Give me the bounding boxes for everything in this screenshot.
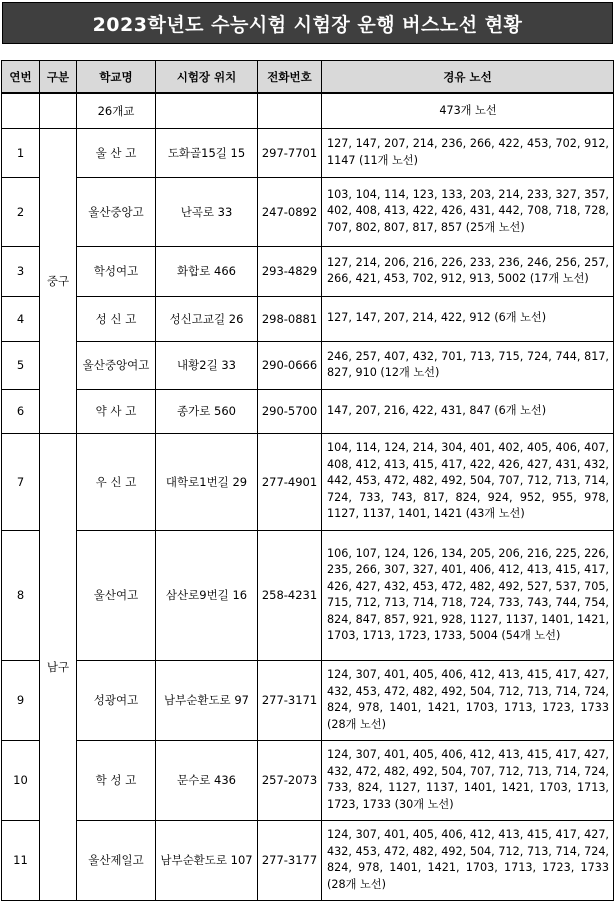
- table-row: [2, 820, 614, 900]
- school-name: 울산중앙여고: [77, 341, 156, 389]
- header-phone: 전화번호: [258, 61, 322, 94]
- school-location: 남부순환도로 97: [156, 660, 258, 740]
- school-location: 화합로 466: [156, 246, 258, 296]
- table-row: [2, 341, 614, 389]
- school-phone: 297-7701: [258, 128, 322, 177]
- table-row: [2, 296, 614, 341]
- summary-schools: 26개교: [77, 93, 156, 128]
- school-location: 문수로 436: [156, 740, 258, 820]
- route-list: 147, 207, 216, 422, 431, 847 (6개 노선): [322, 389, 614, 433]
- school-name: 학성여고: [77, 246, 156, 296]
- row-no: 10: [2, 740, 40, 820]
- bus-route-table: [1, 60, 614, 901]
- route-list: 104, 114, 124, 214, 304, 401, 402, 405, 406, 407, 408, 412, 413, 415, 417, 422, 426, 427, 431, 432, 442, 453, 472, 482, 492, 504, 707, 712, 713, 714, 724, 733, 743, 817, 824, 924, 952, 955, 978, 1127, 1137, 1401, 1421 (43개 노선): [322, 433, 614, 530]
- row-no: 4: [2, 296, 40, 341]
- row-no: 11: [2, 820, 40, 900]
- table-row: [2, 433, 614, 530]
- school-phone: 277-3171: [258, 660, 322, 740]
- table-row: [2, 740, 614, 820]
- school-name: 울산여고: [77, 530, 156, 660]
- school-phone: 277-3177: [258, 820, 322, 900]
- school-phone: 257-2073: [258, 740, 322, 820]
- school-location: 난곡로 33: [156, 177, 258, 246]
- table-row: [2, 128, 614, 177]
- table-row: [2, 177, 614, 246]
- route-list: 246, 257, 407, 432, 701, 713, 715, 724, 744, 817, 827, 910 (12개 노선): [322, 341, 614, 389]
- header-row: [2, 61, 614, 94]
- route-list: 127, 214, 206, 216, 226, 233, 236, 246, 256, 257, 266, 421, 453, 702, 912, 913, 5002 (17개 노선): [322, 246, 614, 296]
- header-district: 구분: [40, 61, 77, 94]
- school-name: 울산제일고: [77, 820, 156, 900]
- school-name: 성 신 고: [77, 296, 156, 341]
- school-phone: 298-0881: [258, 296, 322, 341]
- header-no: 연번: [2, 61, 40, 94]
- row-no: 1: [2, 128, 40, 177]
- route-list: 127, 147, 207, 214, 422, 912 (6개 노선): [322, 296, 614, 341]
- route-list: 127, 147, 207, 214, 236, 266, 422, 453, 702, 912, 1147 (11개 노선): [322, 128, 614, 177]
- route-list: 124, 307, 401, 405, 406, 412, 413, 415, 417, 427, 432, 453, 472, 482, 492, 504, 712, 713, 714, 724, 824, 978, 1401, 1421, 1703, 1713, 1723, 1733 (28개 노선): [322, 820, 614, 900]
- school-name: 성광여고: [77, 660, 156, 740]
- row-no: 2: [2, 177, 40, 246]
- school-location: 내황2길 33: [156, 341, 258, 389]
- school-name: 울산중앙고: [77, 177, 156, 246]
- header-school: 학교명: [77, 61, 156, 94]
- school-name: 우 신 고: [77, 433, 156, 530]
- route-list: 103, 104, 114, 123, 133, 203, 214, 233, 327, 357, 402, 408, 413, 422, 426, 431, 442, 708, 718, 728, 707, 802, 807, 817, 857 (25개 노선): [322, 177, 614, 246]
- table-row: [2, 660, 614, 740]
- district-cell: 남구: [40, 433, 77, 900]
- school-name: 약 사 고: [77, 389, 156, 433]
- row-no: 6: [2, 389, 40, 433]
- row-no: 5: [2, 341, 40, 389]
- school-location: 대학로1번길 29: [156, 433, 258, 530]
- district-cell: 중구: [40, 128, 77, 433]
- header-routes: 경유 노선: [322, 61, 614, 94]
- school-location: 삼산로9번길 16: [156, 530, 258, 660]
- school-name: 울 산 고: [77, 128, 156, 177]
- school-phone: 247-0892: [258, 177, 322, 246]
- table-row: [2, 530, 614, 660]
- summary-routes: 473개 노선: [322, 93, 614, 128]
- table-row: [2, 246, 614, 296]
- route-list: 106, 107, 124, 126, 134, 205, 206, 216, 225, 226, 235, 266, 307, 327, 401, 406, 412, 413, 415, 417, 426, 427, 432, 453, 472, 482, 492, 527, 537, 705, 715, 712, 713, 714, 718, 724, 733, 743, 744, 754, 824, 847, 857, 921, 928, 1127, 1137, 1401, 1421, 1703, 1713, 1723, 1733, 5004 (54개 노선): [322, 530, 614, 660]
- header-location: 시험장 위치: [156, 61, 258, 94]
- school-phone: 290-0666: [258, 341, 322, 389]
- row-no: 3: [2, 246, 40, 296]
- school-phone: 277-4901: [258, 433, 322, 530]
- school-phone: 293-4829: [258, 246, 322, 296]
- route-list: 124, 307, 401, 405, 406, 412, 413, 415, 417, 427, 432, 472, 482, 492, 504, 707, 712, 713, 714, 724, 733, 824, 1127, 1137, 1401, 1421, 1703, 1713, 1723, 1733 (30개 노선): [322, 740, 614, 820]
- school-phone: 290-5700: [258, 389, 322, 433]
- row-no: 8: [2, 530, 40, 660]
- table-row: [2, 389, 614, 433]
- school-name: 학 성 고: [77, 740, 156, 820]
- school-phone: 258-4231: [258, 530, 322, 660]
- summary-row: [2, 93, 614, 128]
- school-location: 남부순환도로 107: [156, 820, 258, 900]
- row-no: 7: [2, 433, 40, 530]
- school-location: 도화골15길 15: [156, 128, 258, 177]
- row-no: 9: [2, 660, 40, 740]
- school-location: 종가로 560: [156, 389, 258, 433]
- route-list: 124, 307, 401, 405, 406, 412, 413, 415, 417, 427, 432, 453, 472, 482, 492, 504, 712, 713, 714, 724, 824, 978, 1401, 1421, 1703, 1713, 1723, 1733 (28개 노선): [322, 660, 614, 740]
- school-location: 성신고교길 26: [156, 296, 258, 341]
- page-title: 2023학년도 수능시험 시험장 운행 버스노선 현황: [2, 2, 613, 44]
